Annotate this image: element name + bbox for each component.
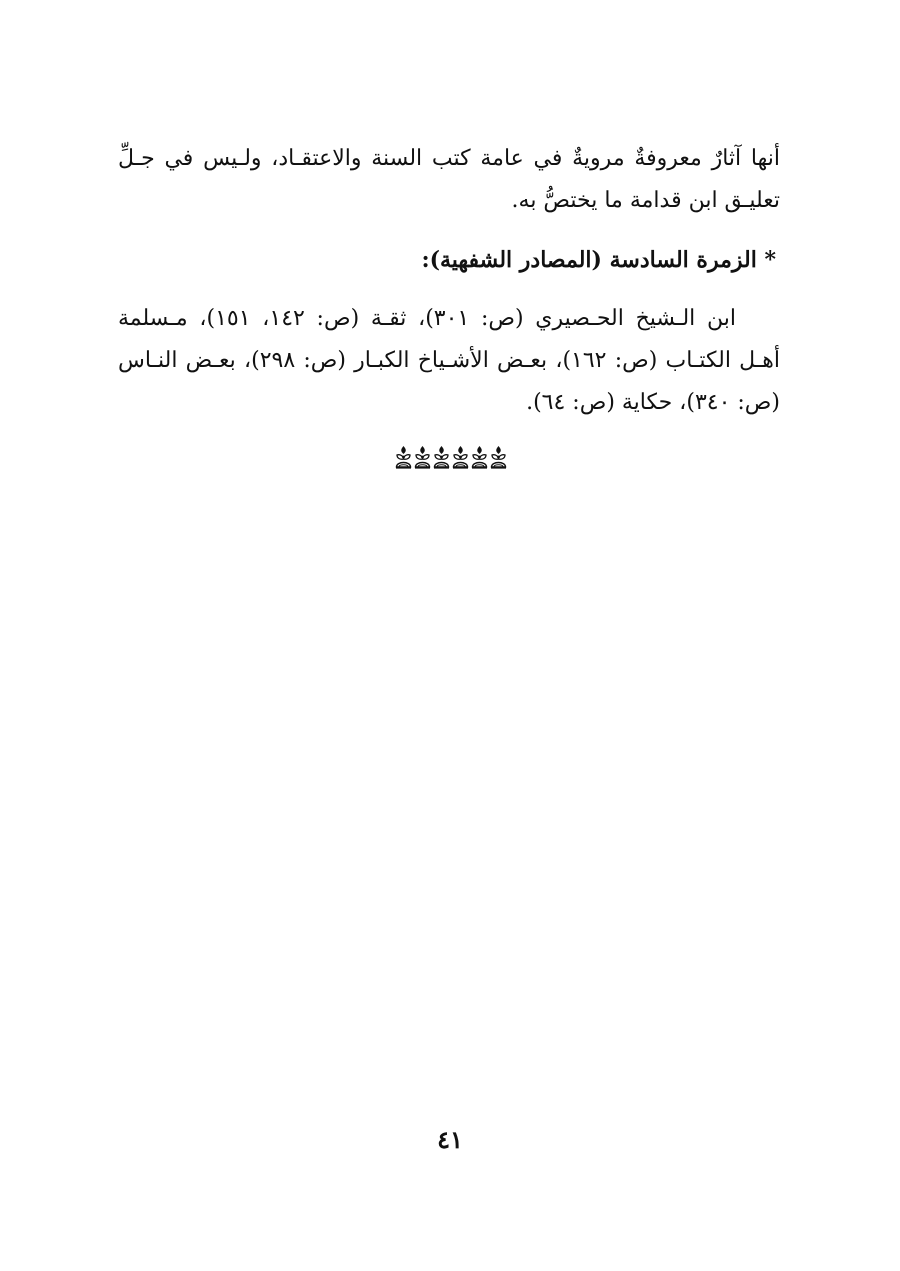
intro-paragraph: أنها آثارٌ معروفةٌ مرويةٌ في عامة كتب السنة والاعتقـاد، ولـيس في جـلِّ تعليـق ابن قدامة ما يختصُّ به. xyxy=(118,146,780,213)
section-heading: * الزمرة السادسة (المصادر الشفهية): xyxy=(421,247,776,273)
floral-ornament-icon xyxy=(490,445,507,469)
floral-ornament-icon xyxy=(452,445,469,469)
floral-ornament-icon xyxy=(471,445,488,469)
oral-sources-paragraph: ابن الـشيخ الحـصيري (ص: ٣٠١)، ثقـة (ص: ١٤٢، ١٥١)، مـسلمة أهـل الكتـاب (ص: ١٦٢)، بعـض الأشـياخ الكبـار (ص: ٢٩٨)، بعـض النـاس (ص: ٣٤٠)، حكاية (ص: ٦٤). xyxy=(118,306,780,415)
floral-ornament-icon xyxy=(414,445,431,469)
page-number: ٤١ xyxy=(437,1125,463,1154)
floral-ornament-icon xyxy=(395,445,412,469)
section-divider-ornament xyxy=(395,445,507,471)
floral-ornament-icon xyxy=(433,445,450,469)
